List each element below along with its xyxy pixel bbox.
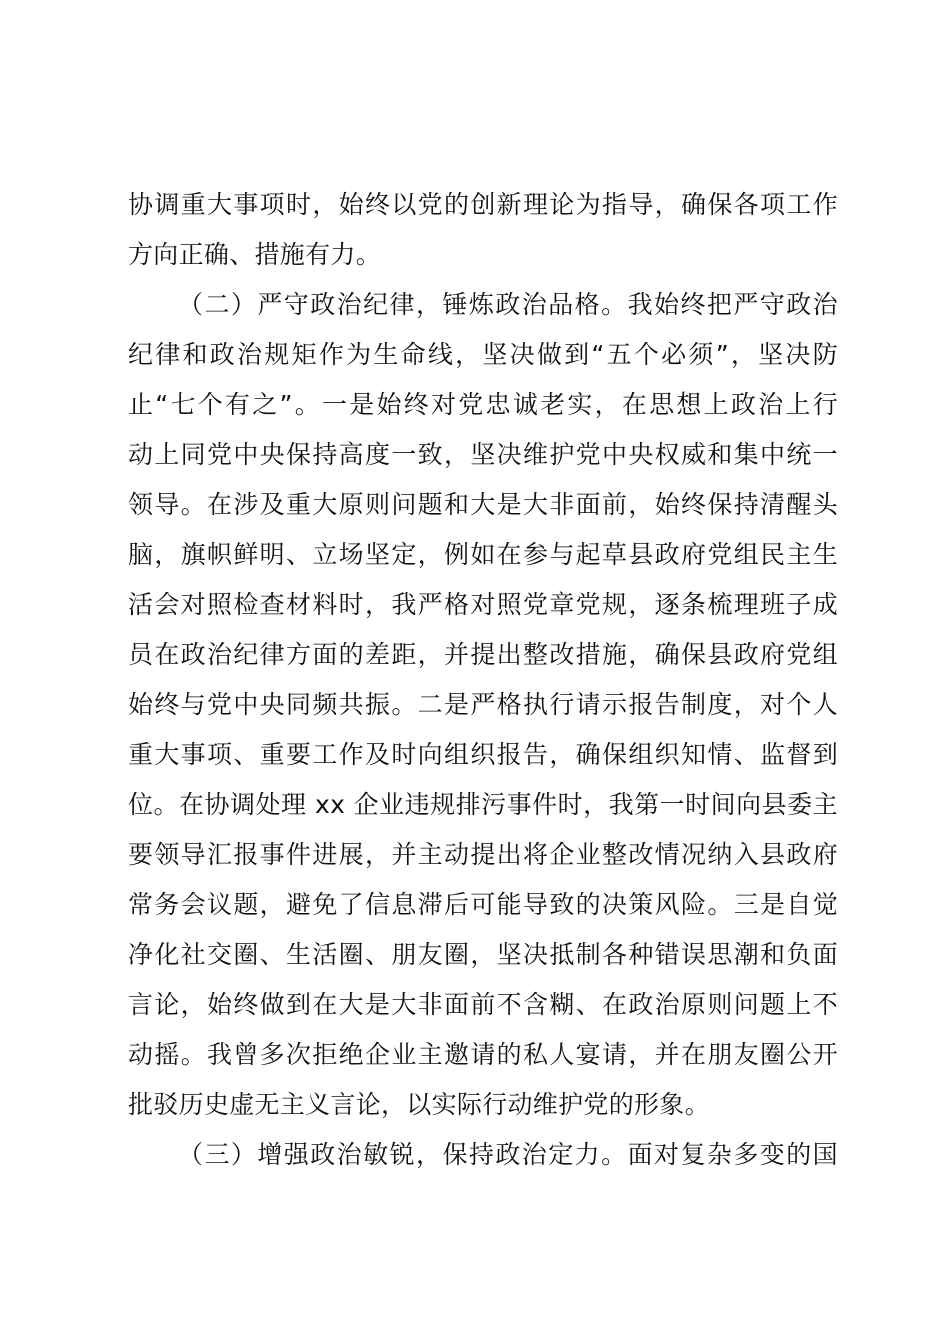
- text-line: 方向正确、措施有力。: [128, 240, 382, 269]
- text-line: 活会对照检查材料时，我严格对照党章党规，逐条梳理班子成: [128, 590, 838, 619]
- text-line: 常务会议题，避免了信息滞后可能导致的决策风险。三是自觉: [128, 890, 838, 919]
- text-line: 纪律和政治规矩作为生命线，坚决做到“五个必须”，坚决防: [128, 340, 838, 369]
- section-heading-line: （二）严守政治纪律，锤炼政治品格。我始终把严守政治: [178, 290, 838, 319]
- text-line: 员在政治纪律方面的差距，并提出整改措施，确保县政府党组: [128, 640, 838, 669]
- text-line: 要领导汇报事件进展，并主动提出将企业整改情况纳入县政府: [128, 840, 838, 869]
- text-line: 领导。在涉及重大原则问题和大是大非面前，始终保持清醒头: [128, 490, 838, 519]
- body-text: [128, 180, 838, 1180]
- text-line: 动上同党中央保持高度一致，坚决维护党中央权威和集中统一: [128, 440, 838, 469]
- text-line: 批驳历史虚无主义言论，以实际行动维护党的形象。: [128, 1090, 710, 1119]
- text-line: 重大事项、重要工作及时向组织报告，确保组织知情、监督到: [128, 740, 838, 769]
- text-line: 净化社交圈、生活圈、朋友圈，坚决抵制各种错误思潮和负面: [128, 940, 838, 969]
- section-heading-line: （三）增强政治敏锐，保持政治定力。面对复杂多变的国: [178, 1140, 838, 1169]
- text-line: 始终与党中央同频共振。二是严格执行请示报告制度，对个人: [128, 690, 838, 719]
- text-line: 脑，旗帜鲜明、立场坚定，例如在参与起草县政府党组民主生: [128, 540, 838, 569]
- text-line: 动摇。我曾多次拒绝企业主邀请的私人宴请，并在朋友圈公开: [128, 1040, 838, 1069]
- text-line: 位。在协调处理 xx 企业违规排污事件时，我第一时间向县委主: [128, 790, 838, 819]
- text-line: 协调重大事项时，始终以党的创新理论为指导，确保各项工作: [128, 190, 838, 219]
- text-line: 言论，始终做到在大是大非面前不含糊、在政治原则问题上不: [128, 990, 838, 1019]
- text-line: 止“七个有之”。一是始终对党忠诚老实，在思想上政治上行: [128, 390, 838, 419]
